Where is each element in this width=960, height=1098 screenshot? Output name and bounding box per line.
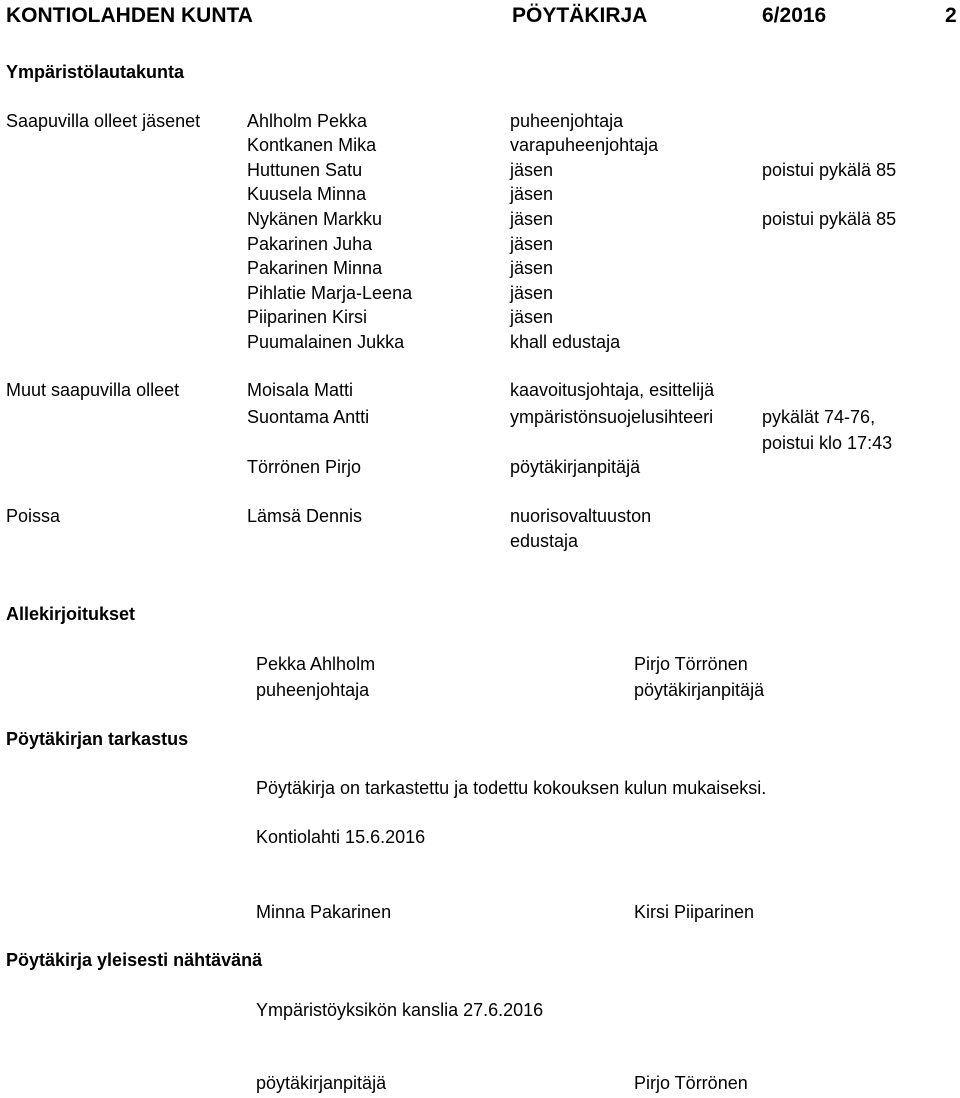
signer-role: pöytäkirjanpitäjä [634, 680, 765, 700]
member-name: Puumalainen Jukka [247, 332, 405, 352]
member-role: jäsen [510, 258, 554, 278]
document-number: 6/2016 [762, 4, 827, 27]
municipality-name: KONTIOLAHDEN KUNTA [6, 4, 253, 27]
others-present-label: Muut saapuvilla olleet [6, 380, 180, 400]
review-label: Pöytäkirjan tarkastus [6, 729, 189, 749]
signer-role: puheenjohtaja [256, 680, 370, 700]
public-display-place-date: Ympäristöyksikön kanslia 27.6.2016 [256, 1000, 544, 1020]
member-name: Nykänen Markku [247, 209, 383, 229]
attendee-role: ympäristönsuojelusihteeri [510, 407, 714, 427]
absent-role: nuorisovaltuuston [510, 506, 652, 526]
member-note: poistui pykälä 85 [762, 160, 897, 180]
member-role: jäsen [510, 209, 554, 229]
attendee-note: pykälät 74-76, [762, 407, 876, 427]
member-name: Huttunen Satu [247, 160, 363, 180]
member-name: Ahlholm Pekka [247, 111, 368, 131]
member-role: jäsen [510, 283, 554, 303]
member-role: jäsen [510, 234, 554, 254]
member-name: Piiparinen Kirsi [247, 307, 368, 327]
attendee-role: pöytäkirjanpitäjä [510, 457, 641, 477]
member-role: khall edustaja [510, 332, 621, 352]
signer-name: Pirjo Törrönen [634, 654, 748, 674]
reviewer-name: Minna Pakarinen [256, 902, 392, 922]
member-name: Kuusela Minna [247, 184, 367, 204]
member-name: Pakarinen Minna [247, 258, 383, 278]
member-name: Pihlatie Marja-Leena [247, 283, 413, 303]
member-name: Pakarinen Juha [247, 234, 373, 254]
signatures-label: Allekirjoitukset [6, 604, 136, 624]
attendee-name: Törrönen Pirjo [247, 457, 362, 477]
member-role: jäsen [510, 307, 554, 327]
member-role: jäsen [510, 184, 554, 204]
member-role: varapuheenjohtaja [510, 135, 659, 155]
attendee-name: Suontama Antti [247, 407, 370, 427]
attendee-role: kaavoitusjohtaja, esittelijä [510, 380, 715, 400]
absent-name: Lämsä Dennis [247, 506, 363, 526]
signer-name: Pekka Ahlholm [256, 654, 376, 674]
member-role: jäsen [510, 160, 554, 180]
public-display-label: Pöytäkirja yleisesti nähtävänä [6, 950, 263, 970]
present-members-label: Saapuvilla olleet jäsenet [6, 111, 201, 131]
page-number: 2 [945, 4, 957, 27]
document-type: PÖYTÄKIRJA [512, 4, 648, 27]
committee-name: Ympäristölautakunta [6, 62, 185, 82]
public-display-role: pöytäkirjanpitäjä [256, 1073, 387, 1093]
member-role: puheenjohtaja [510, 111, 624, 131]
member-name: Kontkanen Mika [247, 135, 377, 155]
review-place-date: Kontiolahti 15.6.2016 [256, 827, 426, 847]
absent-label: Poissa [6, 506, 61, 526]
absent-role-continued: edustaja [510, 531, 579, 551]
public-display-name: Pirjo Törrönen [634, 1073, 748, 1093]
member-note: poistui pykälä 85 [762, 209, 897, 229]
review-statement: Pöytäkirja on tarkastettu ja todettu kokouksen kulun mukaiseksi. [256, 778, 767, 798]
reviewer-name: Kirsi Piiparinen [634, 902, 755, 922]
attendee-note: poistui klo 17:43 [762, 433, 893, 453]
attendee-name: Moisala Matti [247, 380, 354, 400]
